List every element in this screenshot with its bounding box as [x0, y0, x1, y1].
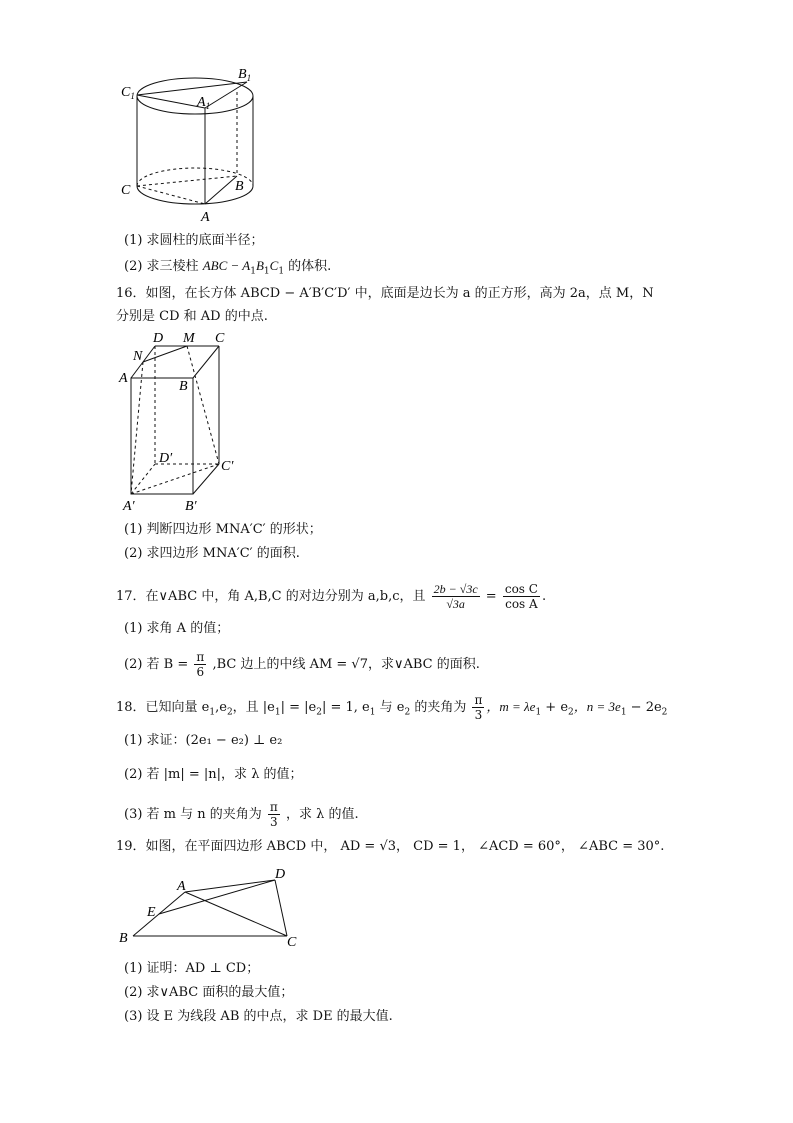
q15-part2: (2) 求三棱柱 ABC − $A_1B_1C_1$ 的体积.: [124, 258, 332, 277]
q19-part2: (2) 求∨ABC 面积的最大值；: [124, 985, 294, 1000]
q16-part1: (1) 判断四边形 MNA′C′ 的形状；: [124, 522, 322, 537]
q18-stem: 18．已知向量 $e_1,e_2$，且 $|e_1| = |e_2| = 1$, $e_1$ 与 $e_2$ 的夹角为 $\frac{\pi}{3}$ ，$m = \lambda e_1 + e_2$，$n = 3e_1 - 2e_2$: [116, 693, 668, 722]
label-b1: $B_1$: [238, 67, 252, 83]
label-a: A: [119, 371, 128, 386]
q19-part3: (3) 设 E 为线段 AB 的中点，求 DE 的最大值.: [124, 1009, 393, 1024]
q19-part1: (1) 证明：AD ⊥ CD；: [124, 961, 260, 976]
quadrilateral-figure: [115, 862, 315, 954]
q18-part1: (1) 求证：(2e₁ − e₂) ⊥ e₂: [124, 733, 283, 748]
label-b: B: [235, 179, 244, 194]
q17-stem: 17．在∨ABC 中，角 A,B,C 的对边分别为 a,b,c，且 $\frac{2b - √3c}{√3a}$ = $\frac{\text{cos C}}{\text{cos A}}$ .: [116, 582, 547, 611]
label-a: A: [177, 879, 186, 894]
label-c: C: [215, 331, 225, 346]
q19-stem: 19．如图，在平面四边形 ABCD 中， AD = √3， CD = 1， ∠ACD = 60°， ∠ABC = 30°.: [116, 839, 665, 854]
label-a: A: [201, 210, 210, 225]
label-d: D: [275, 867, 286, 882]
label-a-prime: A′: [123, 499, 135, 514]
q18-part3: (3) 若 m 与 n 的夹角为 $\frac{\pi}{3}$ ，求 λ 的值.: [124, 800, 359, 829]
label-d-prime: D′: [159, 451, 173, 466]
label-c1: $C_1$: [121, 85, 135, 101]
label-c: C: [287, 935, 297, 950]
q17-part1: (1) 求角 A 的值；: [124, 621, 230, 636]
label-d: D: [153, 331, 164, 346]
cylinder-figure: [115, 64, 275, 228]
q15-part1: (1) 求圆柱的底面半径；: [124, 233, 264, 248]
q17-part2: (2) 若 B = $\frac{\pi}{6}$ ,BC 边上的中线 AM = √7，求∨ABC 的面积.: [124, 650, 480, 679]
q16-stem-line2: 分别是 CD 和 AD 的中点.: [116, 309, 268, 324]
q16-part2: (2) 求四边形 MNA′C′ 的面积.: [124, 546, 300, 561]
q16-stem-line1: 16．如图，在长方体 ABCD − A′B′C′D′ 中，底面是边长为 a 的正方形，高为 2a，点 M，N: [116, 286, 654, 301]
label-e: E: [147, 905, 156, 920]
label-n: N: [133, 349, 143, 364]
label-c: C: [121, 183, 131, 198]
label-b-prime: B′: [185, 499, 197, 514]
label-b: B: [119, 931, 128, 946]
label-b: B: [179, 379, 188, 394]
q18-part2: (2) 若 |m| = |n|，求 λ 的值；: [124, 767, 303, 782]
label-c-prime: C′: [221, 459, 234, 474]
label-a1: $A_1$: [197, 95, 211, 111]
label-m: M: [183, 331, 195, 346]
box-figure: [115, 330, 255, 516]
